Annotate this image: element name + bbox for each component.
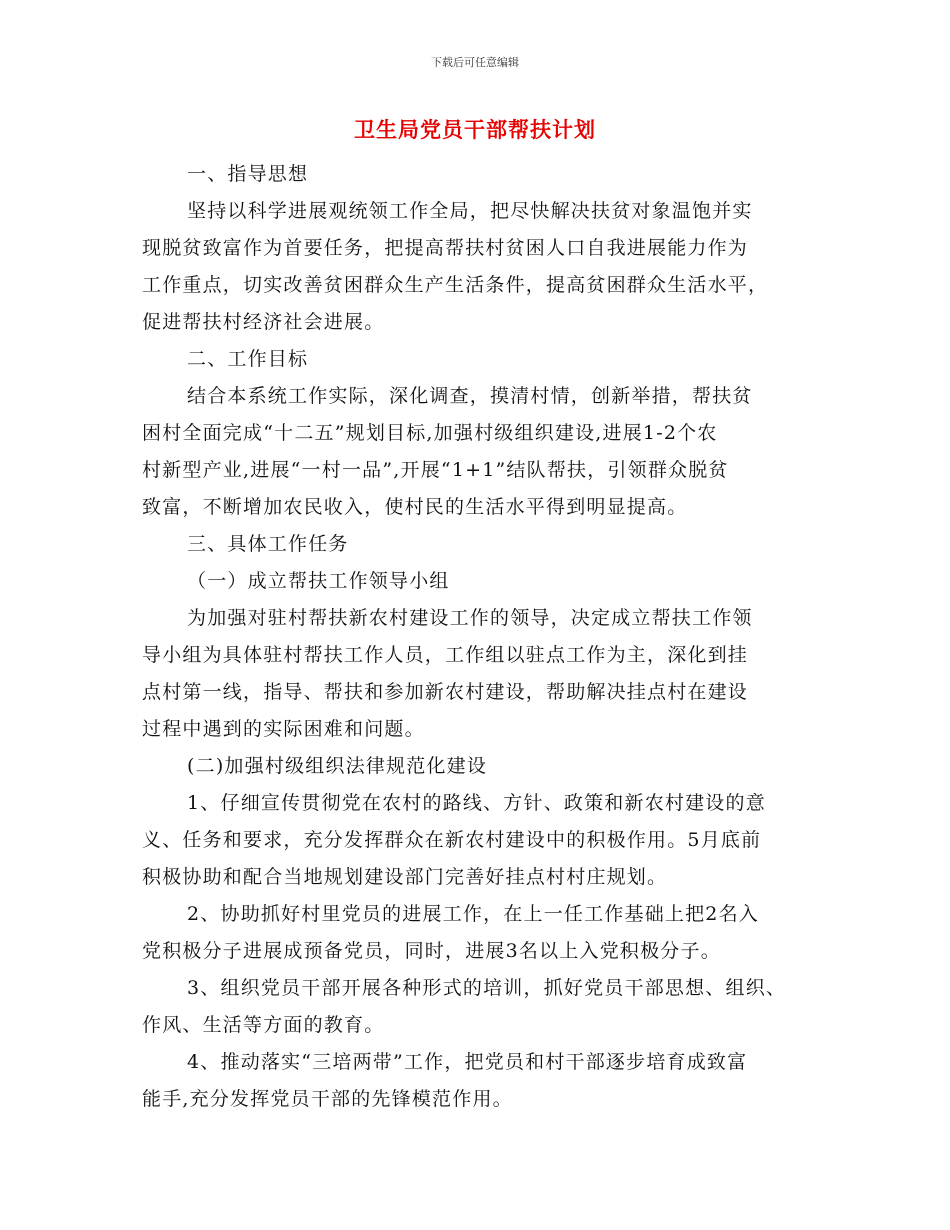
paragraph-line: 导小组为具体驻村帮扶工作人员，工作组以驻点工作为主，深化到挂 xyxy=(142,644,749,666)
paragraph-line: 4、推动落实“三培两带”工作，把党员和村干部逐步培育成致富 xyxy=(187,1051,748,1073)
paragraph-line: 1、仔细宣传贯彻党在农村的路线、方针、政策和新农村建设的意 xyxy=(187,792,766,814)
paragraph-line: 3、组织党员干部开展各种形式的培训，抓好党员干部思想、组织、 xyxy=(187,977,787,999)
paragraph-line: 义、任务和要求，充分发挥群众在新农村建设中的积极作用。5月底前 xyxy=(142,829,762,851)
section-heading-work-goals: 二、工作目标 xyxy=(187,348,309,370)
paragraph-line: 为加强对驻村帮扶新农村建设工作的领导，决定成立帮扶工作领 xyxy=(187,607,753,629)
paragraph-line: 党积极分子进展成预备党员，同时，进展3名以上入党积极分子。 xyxy=(142,940,721,962)
paragraph-line: 工作重点，切实改善贫困群众生产生活条件，提高贫困群众生活水平， xyxy=(142,274,769,296)
paragraph-line: 点村第一线，指导、帮扶和参加新农村建设，帮助解决挂点村在建设 xyxy=(142,681,749,703)
document-body xyxy=(142,156,810,1118)
paragraph-line: 促进帮扶村经济社会进展。 xyxy=(142,311,385,333)
subsection-heading-leading-group: （一）成立帮扶工作领导小组 xyxy=(187,570,450,592)
paragraph-line: 能手,充分发挥党员干部的先锋模范作用。 xyxy=(142,1088,513,1110)
paragraph-line: 作风、生活等方面的教育。 xyxy=(142,1014,385,1036)
paragraph-line: 致富，不断增加农民收入，使村民的生活水平得到明显提高。 xyxy=(142,496,688,518)
document-title: 卫生局党员干部帮扶计划 xyxy=(354,118,596,142)
paragraph-line: 结合本系统工作实际，深化调查，摸清村情，创新举措，帮扶贫 xyxy=(187,385,753,407)
paragraph-line: 积极协助和配合当地规划建设部门完善好挂点村村庄规划。 xyxy=(142,866,668,888)
paragraph-line: 村新型产业,进展“一村一品”,开展“1+1”结队帮扶，引领群众脱贫 xyxy=(142,459,729,481)
header-note: 下载后可任意编辑 xyxy=(431,56,519,69)
paragraph-line: 过程中遇到的实际困难和问题。 xyxy=(142,718,425,740)
paragraph-line: 现脱贫致富作为首要任务，把提高帮扶村贫困人口自我进展能力作为 xyxy=(142,237,749,259)
paragraph-line: 困村全面完成“十二五”规划目标,加强村级组织建设,进展1-2个农 xyxy=(142,422,718,444)
paragraph-line: 2、协助抓好村里党员的进展工作，在上一任工作基础上把2名入 xyxy=(187,903,759,925)
section-heading-specific-tasks: 三、具体工作任务 xyxy=(187,533,349,555)
section-heading-guiding-ideology: 一、指导思想 xyxy=(187,163,309,185)
subsection-heading-village-organization: (二)加强村级组织法律规范化建设 xyxy=(187,755,488,777)
paragraph-line: 坚持以科学进展观统领工作全局，把尽快解决扶贫对象温饱并实 xyxy=(187,200,753,222)
